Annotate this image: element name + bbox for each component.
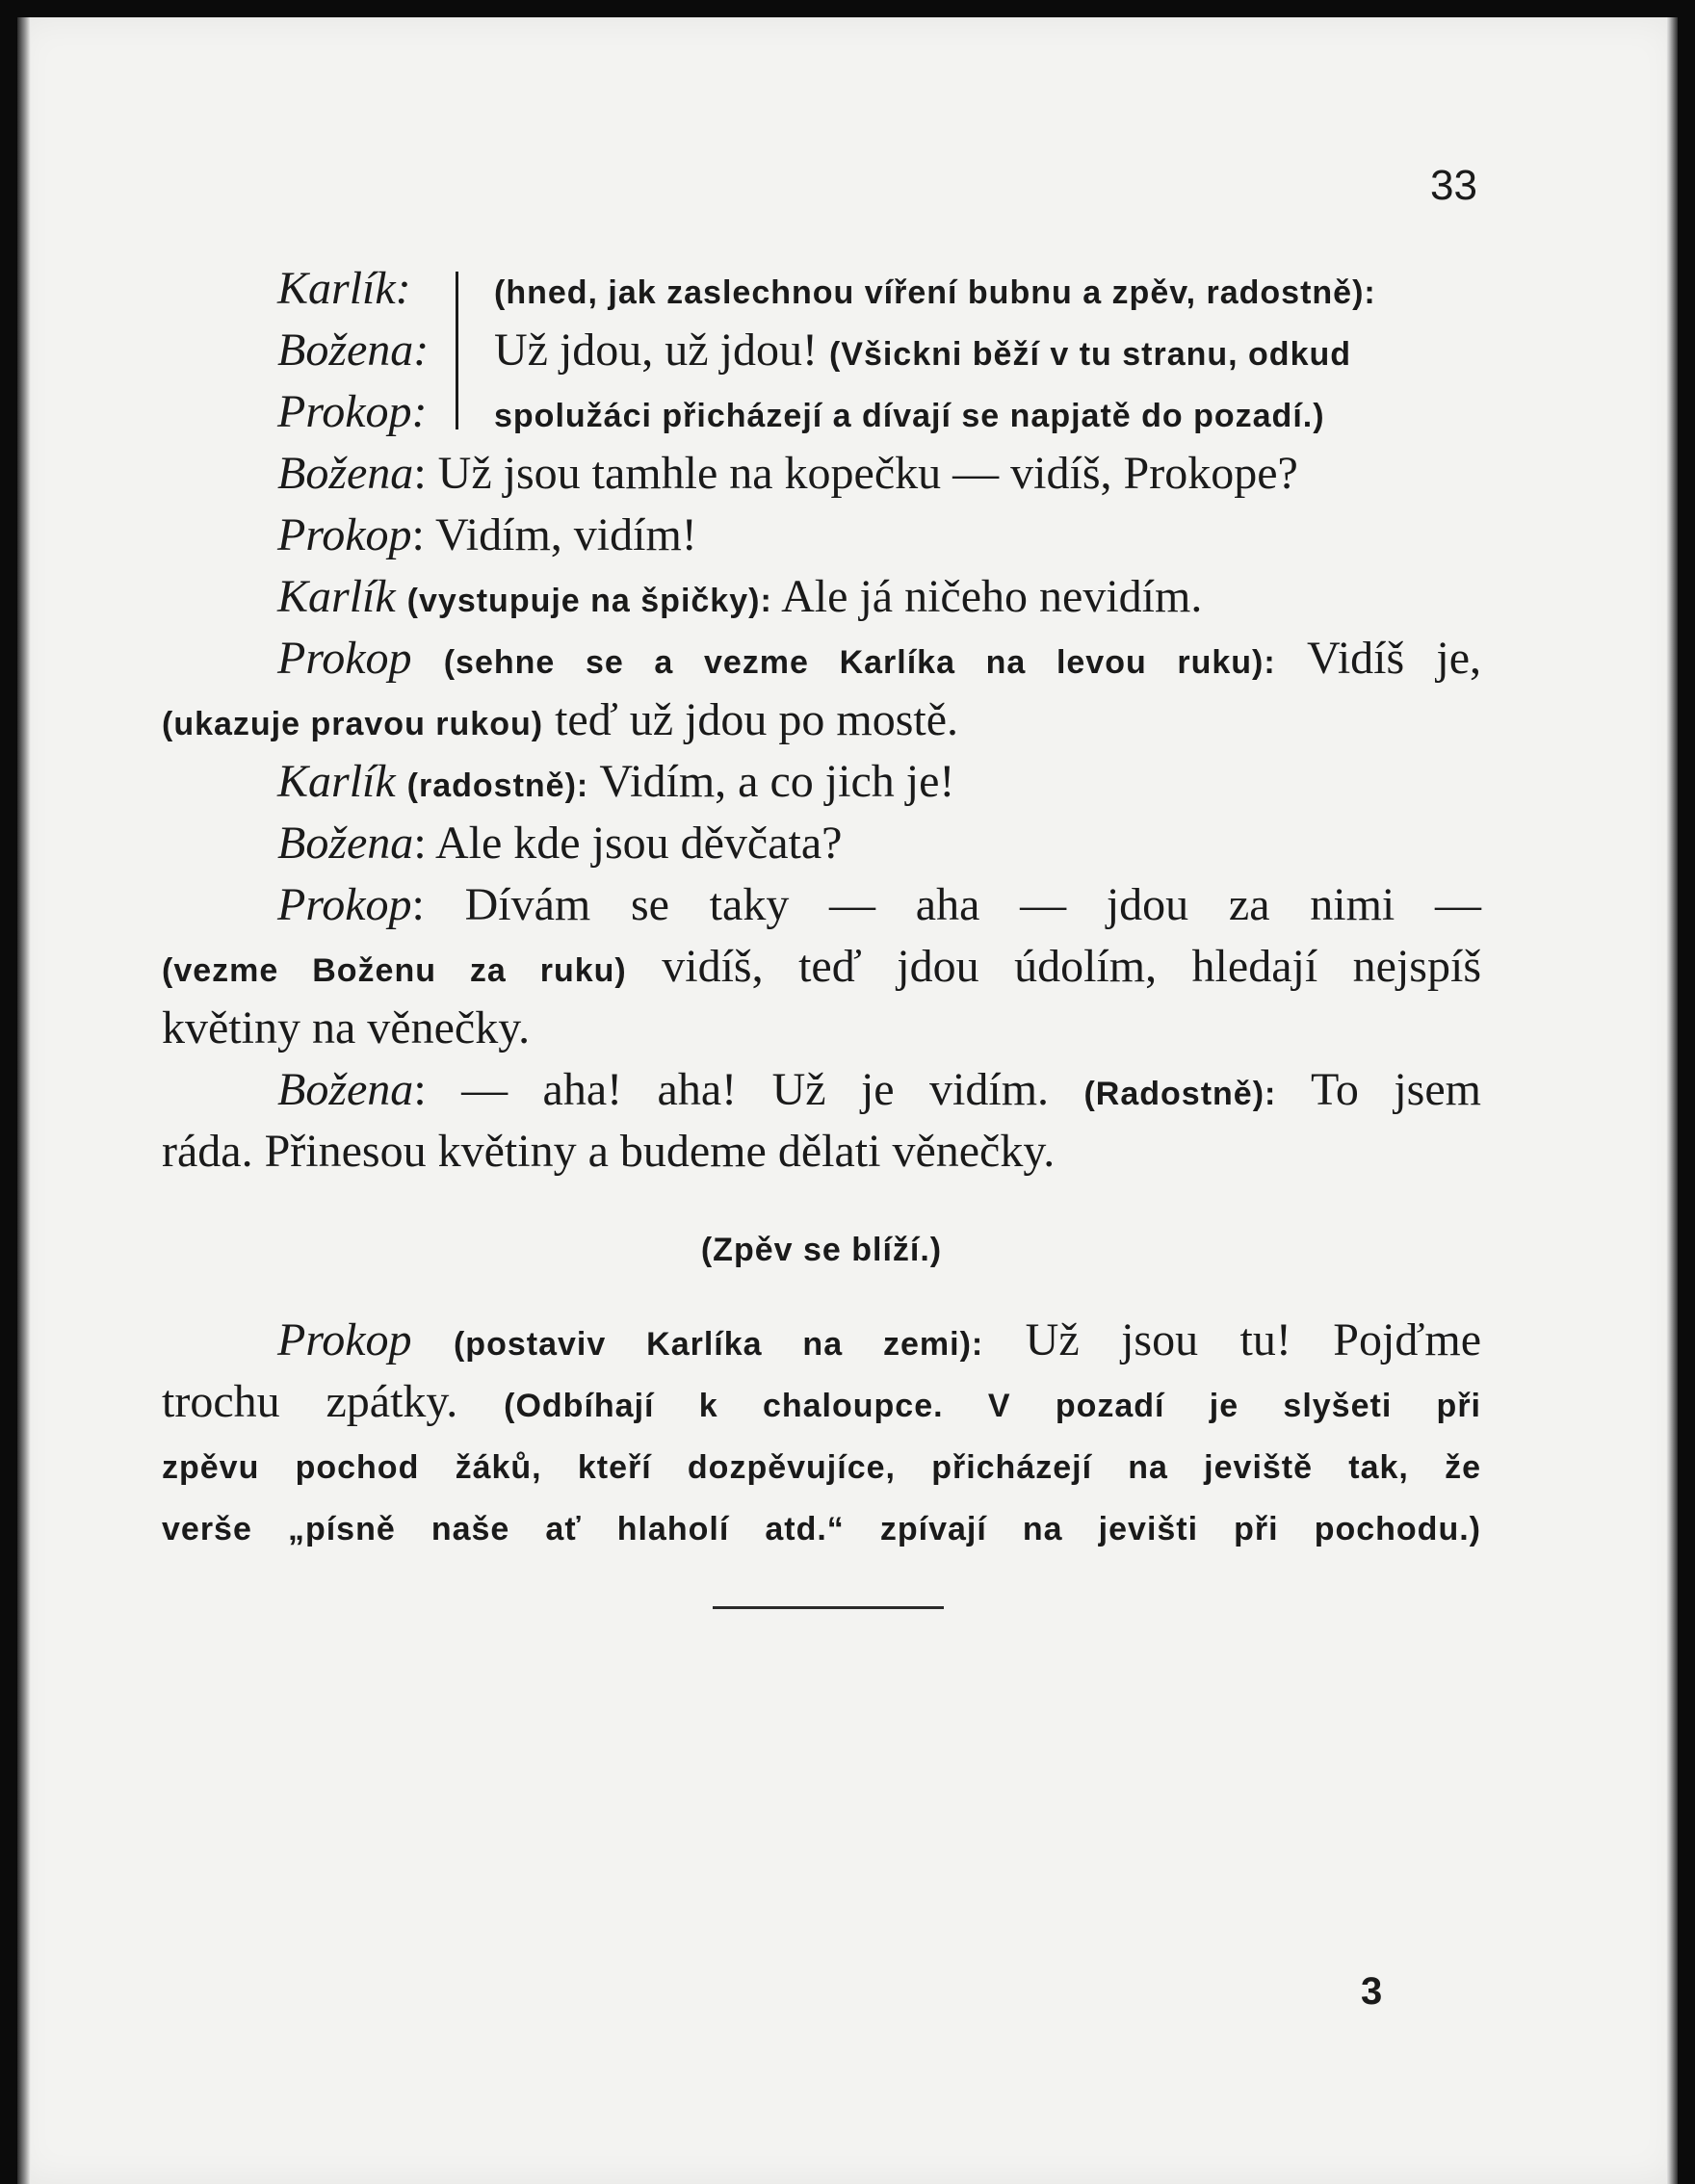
dialogue-text: : Dívám se taky — aha — jdou za nimi — <box>411 879 1481 930</box>
text-line <box>162 1059 1481 1121</box>
stage-direction: (Odbíhají k chaloupce. V pozadí je slyšeti při <box>504 1388 1481 1424</box>
text-line <box>162 998 1481 1059</box>
dialogue-text <box>396 756 407 807</box>
line-content <box>494 258 1376 320</box>
stage-direction: spolužáci přicházejí a dívají se napjatě do pozadí.) <box>494 398 1325 434</box>
dialogue-text: květiny na věnečky. <box>162 1002 531 1053</box>
brace-speakers <box>277 258 470 443</box>
text-line <box>162 628 1481 689</box>
book-page <box>17 17 1678 2184</box>
dialogue-text: Vidíš je, <box>1275 633 1482 684</box>
speaker-name: Božena: <box>277 325 430 376</box>
stage-direction: (vezme Boženu za ruku) <box>162 952 627 989</box>
play-text <box>162 258 1481 1556</box>
body-lines <box>162 443 1481 1556</box>
end-rule <box>713 1606 944 1609</box>
dialogue-text <box>412 1314 454 1365</box>
speaker-name: Prokop <box>277 879 412 930</box>
speaker-name: Karlík: <box>277 263 411 314</box>
stage-direction: (hned, jak zaslechnou víření bubnu a zpěv, radostně): <box>494 274 1376 311</box>
spacer <box>162 1277 1481 1310</box>
brace-group <box>162 258 1481 443</box>
dialogue-text: teď už jdou po mostě. <box>543 694 959 745</box>
text-line <box>494 258 1481 320</box>
text-line <box>494 381 1481 443</box>
spacer <box>162 1183 1481 1215</box>
stage-direction: (Zpěv se blíží.) <box>700 1232 943 1268</box>
line-content <box>494 320 1351 381</box>
brace-text <box>494 258 1481 443</box>
stage-direction: (sehne se a vezme Karlíka na levou ruku): <box>443 644 1276 681</box>
dialogue-text: Ale já ničeho nevidím. <box>771 571 1203 622</box>
speaker-name: Prokop <box>277 509 412 560</box>
dialogue-text: trochu zpátky. <box>162 1376 505 1427</box>
stage-direction: (Všickni běží v tu stranu, odkud <box>828 336 1352 373</box>
dialogue-text: Vidím, a co jich je! <box>588 756 955 807</box>
stage-direction: (vystupuje na špičky): <box>406 583 772 619</box>
speaker-name: Božena <box>277 1064 414 1115</box>
speaker-name: Karlík <box>277 756 396 807</box>
page-number: 33 <box>1430 162 1477 209</box>
stage-direction: (ukazuje pravou rukou) <box>162 706 544 742</box>
text-line <box>162 751 1481 813</box>
speaker-name: Božena <box>277 448 414 499</box>
text-line <box>162 443 1481 505</box>
dialogue-text: : Už jsou tamhle na kopečku — vidíš, Prokope? <box>413 448 1298 499</box>
dialogue-text: To jsem <box>1276 1064 1481 1115</box>
speaker-name: Prokop <box>277 633 412 684</box>
dialogue-text: vidíš, teď jdou údolím, hledají nejspíš <box>626 941 1481 992</box>
stage-direction: (Radostně): <box>1083 1076 1277 1112</box>
dialogue-text: : Vidím, vidím! <box>411 509 697 560</box>
text-line <box>162 505 1481 566</box>
stage-direction: verše „písně naše ať hlaholí atd.“ zpívají na jevišti při pochodu.) <box>162 1511 1481 1547</box>
speaker-name: Prokop: <box>277 386 428 437</box>
stage-direction-line <box>162 1215 1481 1277</box>
dialogue-text: Už jdou, už jdou! <box>494 325 829 376</box>
text-line <box>162 566 1481 628</box>
line-content <box>494 381 1325 443</box>
text-line <box>494 320 1481 381</box>
dialogue-text <box>396 571 407 622</box>
text-line <box>162 689 1481 751</box>
dialogue-text: : — aha! aha! Už je vidím. <box>413 1064 1084 1115</box>
text-line <box>162 936 1481 998</box>
dialogue-text: Už jsou tu! Pojďme <box>983 1314 1482 1365</box>
stage-direction: (postaviv Karlíka na zemi): <box>453 1326 984 1363</box>
text-line <box>162 1310 1481 1371</box>
speaker-name: Karlík <box>277 571 396 622</box>
text-line <box>162 1433 1481 1495</box>
text-line <box>162 874 1481 936</box>
text-line <box>162 1121 1481 1183</box>
stage-direction: (radostně): <box>406 767 589 804</box>
text-line <box>162 813 1481 874</box>
speaker-name: Božena <box>277 818 414 869</box>
page-right-edge <box>1666 17 1678 2184</box>
speaker-name: Prokop <box>277 1314 412 1365</box>
text-line <box>162 1371 1481 1433</box>
stage-direction: zpěvu pochod žáků, kteří dozpěvujíce, přicházejí na jeviště tak, že <box>162 1449 1481 1486</box>
signature-mark: 3 <box>1361 1970 1383 2013</box>
dialogue-text <box>412 633 444 684</box>
text-line <box>162 1495 1481 1556</box>
dialogue-text: : Ale kde jsou děvčata? <box>413 818 843 869</box>
dialogue-text: ráda. Přinesou květiny a budeme dělati věnečky. <box>162 1126 1056 1177</box>
brace-bracket <box>456 272 458 429</box>
page-left-edge <box>17 17 31 2184</box>
